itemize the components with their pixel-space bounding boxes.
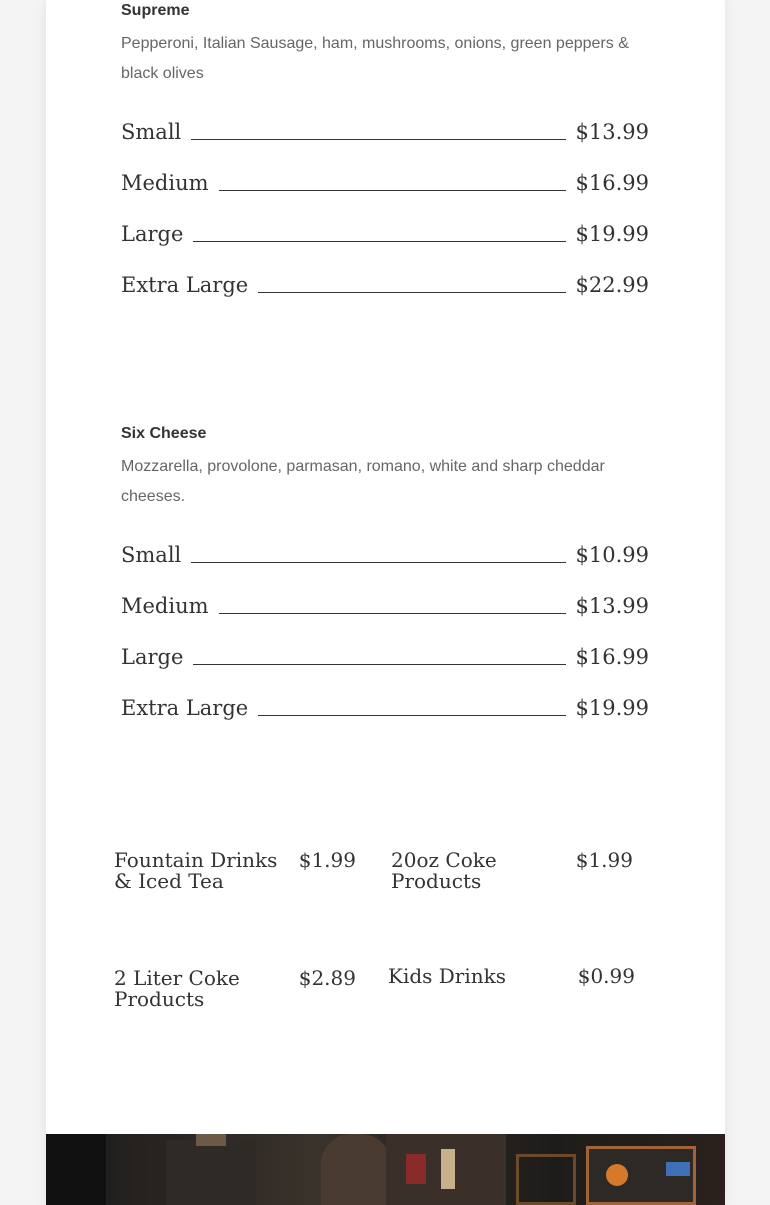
size-price: $10.99	[575, 543, 649, 567]
price-row	[121, 94, 649, 145]
size-price: $13.99	[575, 594, 649, 618]
menu-item-six-cheese	[121, 423, 649, 721]
leader-line	[191, 139, 565, 140]
photo-cabinet	[166, 1140, 256, 1205]
leader-line	[258, 715, 565, 716]
drink-name: 2 Liter Coke Products	[114, 966, 240, 1011]
leader-line	[193, 241, 565, 242]
size-label: Large	[121, 645, 184, 669]
price-list	[121, 94, 649, 298]
price-row	[121, 568, 649, 619]
leader-line	[219, 190, 566, 191]
size-label: Extra Large	[121, 273, 249, 297]
size-label: Small	[121, 120, 182, 144]
item-name: Supreme	[121, 2, 190, 19]
menu-page	[46, 0, 725, 1205]
price-row	[121, 517, 649, 568]
size-label: Medium	[121, 171, 209, 195]
price-row	[121, 196, 649, 247]
photo-shadow-left	[46, 1134, 106, 1205]
price-row	[121, 619, 649, 670]
size-label: Medium	[121, 594, 209, 618]
price-list	[121, 517, 649, 721]
size-price: $22.99	[575, 273, 649, 297]
drink-price: $2.89	[298, 966, 356, 990]
item-description: Pepperoni, Italian Sausage, ham, mushrooms, onions, green peppers & black olives	[121, 35, 629, 82]
size-label: Small	[121, 543, 182, 567]
drink-name: 20oz Coke Products	[391, 848, 497, 893]
size-price: $19.99	[575, 222, 649, 246]
photo-light-cream	[441, 1149, 455, 1189]
restaurant-photo	[46, 1134, 725, 1205]
drink-name: Fountain Drinks & Iced Tea	[114, 848, 278, 893]
menu-item-supreme	[121, 0, 649, 298]
size-label: Large	[121, 222, 184, 246]
photo-orange-graphic	[606, 1164, 628, 1186]
drink-price: $1.99	[575, 848, 633, 872]
drink-price: $1.99	[298, 848, 356, 872]
item-description: Mozzarella, provolone, parmasan, romano, white and sharp cheddar cheeses.	[121, 458, 605, 505]
photo-light-red	[406, 1154, 426, 1184]
size-price: $13.99	[575, 120, 649, 144]
photo-person-head	[321, 1134, 391, 1205]
price-row	[121, 145, 649, 196]
leader-line	[258, 292, 565, 293]
photo-frame	[516, 1154, 576, 1205]
size-price: $19.99	[575, 696, 649, 720]
leader-line	[219, 613, 566, 614]
drink-price: $0.99	[577, 964, 635, 988]
leader-line	[191, 562, 565, 563]
size-price: $16.99	[575, 171, 649, 195]
price-row	[121, 670, 649, 721]
size-price: $16.99	[575, 645, 649, 669]
size-label: Extra Large	[121, 696, 249, 720]
photo-sign	[196, 1134, 226, 1146]
photo-blue-graphic	[666, 1162, 690, 1176]
leader-line	[193, 664, 565, 665]
item-name: Six Cheese	[121, 425, 207, 442]
drink-name: Kids Drinks	[388, 964, 507, 988]
price-row	[121, 247, 649, 298]
